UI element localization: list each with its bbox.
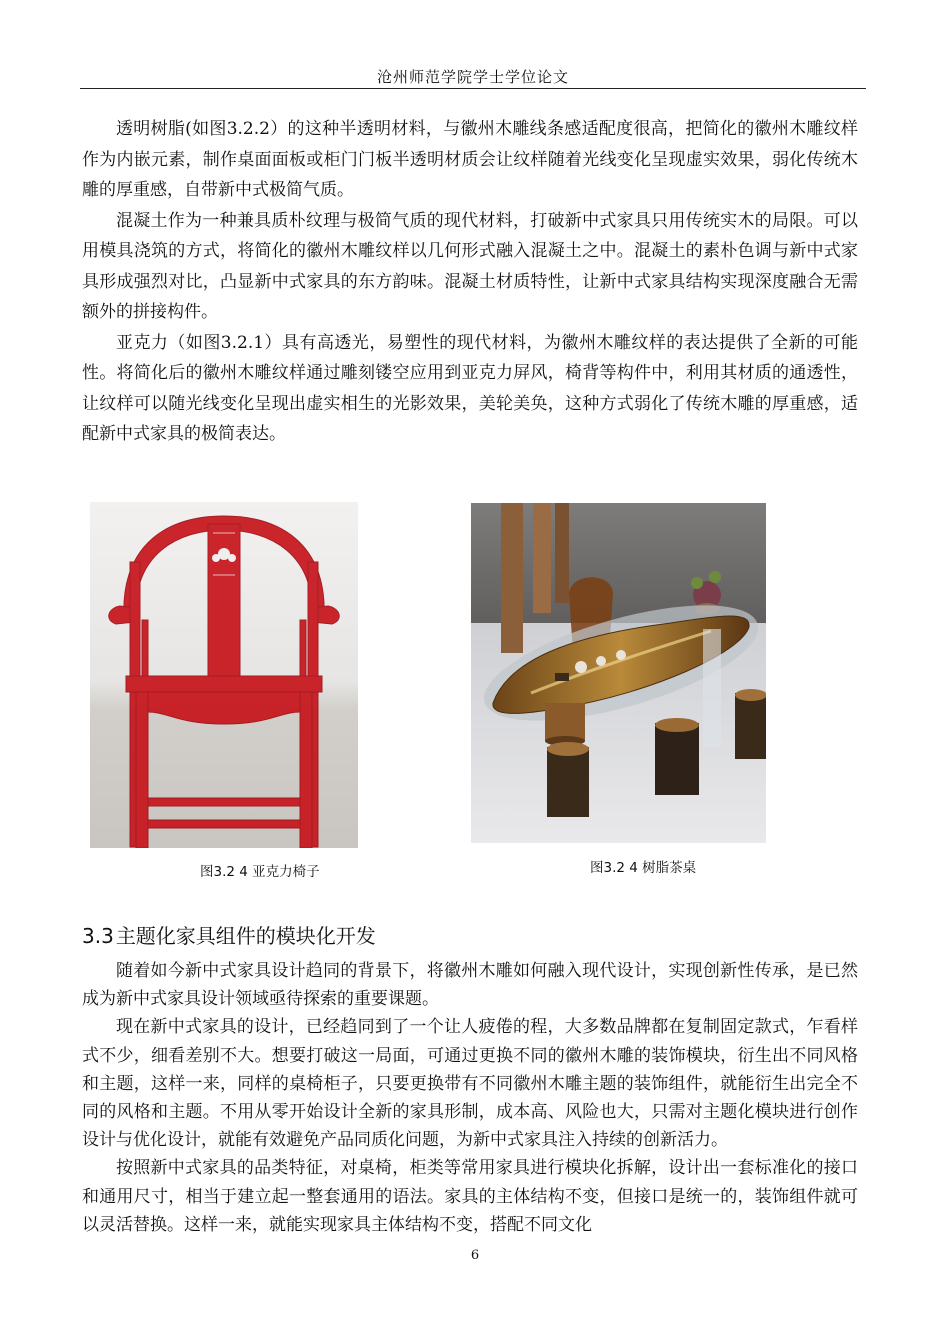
figure-caption-chair: 图3.2 4 亚克力椅子	[200, 864, 320, 880]
section-heading	[82, 920, 376, 949]
header-title: 沧州师范学院学士学位论文	[376, 68, 569, 86]
resin-tea-table-photo	[471, 503, 766, 843]
paragraph: 随着如今新中式家具设计趋同的背景下，将徽州木雕如何融入现代设计，实现创新性传承，是已然成为新中式家具设计领域亟待探索的重要课题。	[82, 961, 858, 1010]
paragraph: 混凝土作为一种兼具质朴纹理与极简气质的现代材料，打破新中式家具只用传统实木的局限。可以用模具浇筑的方式，将简化的徽州木雕纹样以几何形式融入混凝土之中。混凝土的素朴色调与新中式家具形成强烈对比，凸显新中式家具的东方韵味。混凝土材质特性，让新中式家具结构实现深度融合无需额外的拼接构件。	[82, 210, 858, 322]
figure-acrylic-chair	[90, 502, 358, 848]
body-text-top	[82, 114, 858, 450]
paragraph: 亚克力（如图3.2.1）具有高透光，易塑性的现代材料，为徽州木雕纹样的表达提供了全新的可能性。将简化后的徽州木雕纹样通过雕刻镂空应用到亚克力屏风，椅背等构件中，利用其材质的通透性，让纹样可以随光线变化呈现出虚实相生的光影效果，美轮美奂，这种方式弱化了传统木雕的厚重感，适配新中式家具的极简表达。	[82, 332, 858, 444]
paragraph: 现在新中式家具的设计，已经趋同到了一个让人疲倦的程，大多数品牌都在复制固定款式，乍看样式不少，细看差别不大。想要打破这一局面，可通过更换不同的徽州木雕的装饰模块，衍生出不同风格和主题，这样一来，同样的桌椅柜子，只要更换带有不同徽州木雕主题的装饰组件，就能衍生出完全不同的风格和主题。不用从零开始设计全新的家具形制，成本高、风险也大，只需对主题化模块进行创作设计与优化设计，就能有效避免产品同质化问题，为新中式家具注入持续的创新活力。	[82, 1017, 858, 1151]
page-number: 6	[470, 1248, 480, 1263]
red-acrylic-chair-photo	[90, 502, 358, 848]
figure-resin-tea-table	[471, 503, 766, 843]
body-text-bottom	[82, 957, 858, 1239]
header-divider	[80, 88, 866, 89]
paragraph: 按照新中式家具的品类特征，对桌椅，柜类等常用家具进行模块化拆解，设计出一套标准化的接口和通用尺寸，相当于建立起一整套通用的语法。家具的主体结构不变，但接口是统一的，装饰组件就可以灵活替换。这样一来，就能实现家具主体结构不变，搭配不同文化	[82, 1158, 858, 1235]
section-title: 主题化家具组件的模块化开发	[115, 924, 376, 948]
section-number: 3.3	[82, 924, 114, 948]
paragraph: 透明树脂(如图3.2.2）的这种半透明材料，与徽州木雕线条感适配度很高，把简化的徽州木雕纹样作为内嵌元素，制作桌面面板或柜门门板半透明材质会让纹样随着光线变化呈现虚实效果，弱化传统木雕的厚重感，自带新中式极简气质。	[82, 119, 858, 200]
figure-caption-table: 图3.2 4 树脂茶桌	[590, 860, 697, 876]
